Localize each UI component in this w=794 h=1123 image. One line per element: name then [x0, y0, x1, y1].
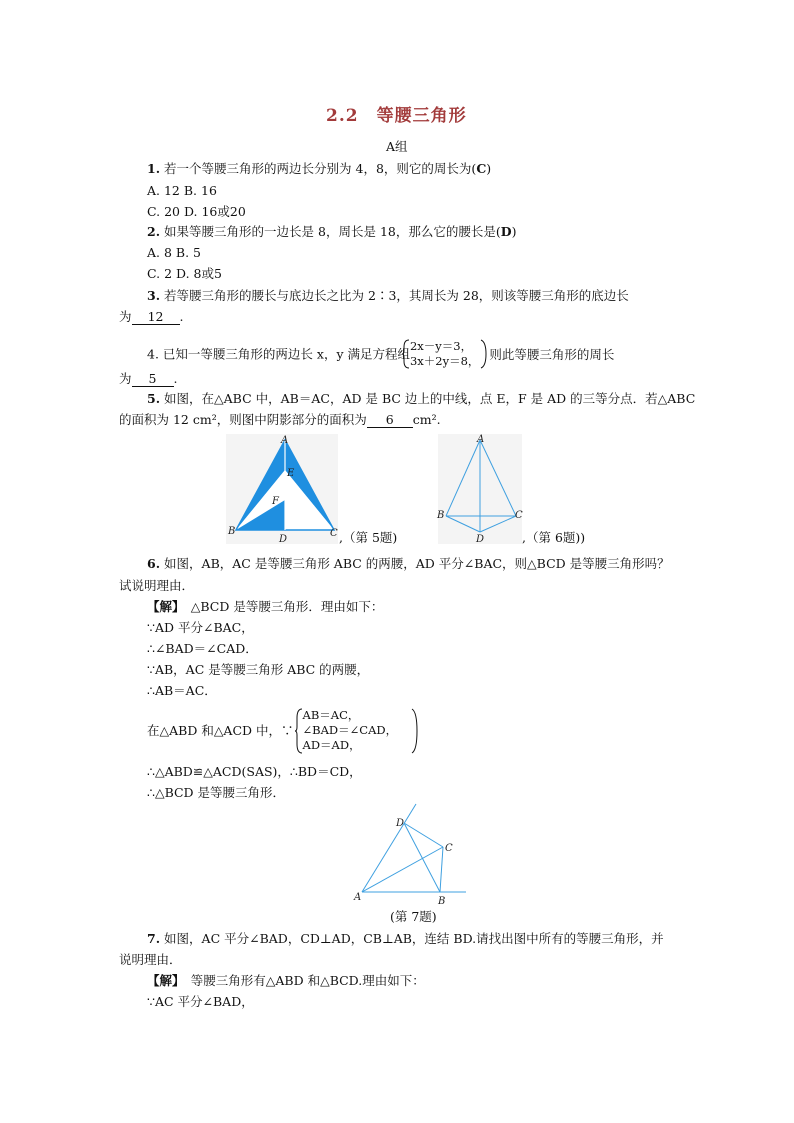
figure-6-caption: ,（第 6题)): [522, 530, 586, 545]
q2-options-row-1: A. 8 B. 5: [147, 245, 201, 260]
question-text: 若等腰三角形的腰长与底边长之比为 2∶3，其周长为 28，则该等腰三角形的底边长: [164, 288, 629, 303]
answer: C: [476, 161, 487, 176]
q1-options-row-1: A. 12 B. 16: [147, 183, 217, 198]
solution-text: 在△ABD 和△ACD 中，∵: [147, 723, 294, 738]
figure-6: [435, 434, 535, 546]
question-7: [147, 933, 664, 946]
figure-7-caption: (第 7题): [390, 909, 437, 924]
answer-blank: 5: [132, 373, 174, 387]
solution-7-step: ∵AC 平分∠BAD，: [147, 994, 254, 1009]
figure-5-caption: ,（第 5题): [339, 530, 398, 545]
question-number: 3.: [147, 288, 161, 303]
question-text: 则此等腰三角形的周长: [489, 346, 615, 362]
question-text: 若一个等腰三角形的两边长分别为 4，8，则它的周长为(: [164, 161, 477, 176]
label-e: E: [287, 468, 295, 479]
label-a: A: [354, 892, 362, 903]
right-brace: [480, 339, 488, 369]
question-7-line-2: 说明理由．: [119, 952, 182, 967]
question-5-line-2: [119, 414, 441, 428]
label-b: B: [228, 526, 236, 537]
question-3: [147, 290, 629, 303]
question-4: [147, 339, 614, 369]
label-b: B: [437, 510, 445, 521]
label-b: B: [438, 896, 446, 907]
label-c: C: [445, 843, 453, 854]
label-c: C: [330, 528, 338, 539]
text: .: [179, 309, 184, 324]
text: cm².: [412, 412, 441, 427]
solution-text: 等腰三角形有△ABD 和△BCD.理由如下：: [178, 973, 425, 988]
label-d: D: [279, 534, 288, 545]
question-6-line-2: 试说明理由．: [119, 578, 195, 593]
page-title: 2.2 等腰三角形: [326, 106, 467, 126]
question-number: 7.: [147, 931, 161, 946]
solution-6-step: ∵AD 平分∠BAC，: [147, 620, 254, 635]
question-text: 如图，在△ABC 中，AB＝AC，AD 是 BC 边上的中线，点 E，F 是 AD 的三等分点．若△ABC: [164, 391, 696, 406]
segment-ac: [362, 847, 443, 892]
question-1: [147, 163, 491, 176]
answer-blank: 6: [367, 414, 413, 428]
label-a: A: [281, 435, 289, 446]
text: 为: [119, 309, 132, 324]
segment-bd: [404, 823, 440, 892]
solution-6-intro: [147, 601, 383, 614]
paren: ): [511, 224, 517, 239]
paren: ): [486, 161, 492, 176]
text: .: [173, 371, 178, 386]
solution-6-step: ∴AB＝AC．: [147, 683, 217, 698]
question-number: 2.: [147, 224, 161, 239]
left-brace: [295, 708, 303, 754]
solution-6-step: ∴△BCD 是等腰三角形．: [147, 785, 286, 800]
left-brace: [402, 339, 410, 369]
condition-system: [303, 708, 398, 753]
label-f: F: [272, 496, 279, 507]
question-2: [147, 226, 516, 239]
equation-system: [410, 339, 479, 369]
answer: D: [500, 224, 512, 239]
question-3-line-2: [119, 311, 184, 325]
solution-tag: 【解】: [147, 973, 179, 988]
text: 的面积为 12 cm²，则图中阴影部分的面积为: [119, 412, 367, 427]
question-text: 如图，AB，AC 是等腰三角形 ABC 的两腰，AD 平分∠BAC，则△BCD 是等腰三角形吗？: [164, 556, 670, 571]
solution-6-step: ∵AB，AC 是等腰三角形 ABC 的两腰，: [147, 662, 370, 677]
question-number: 5.: [147, 391, 161, 406]
condition-1: AB＝AC，: [302, 708, 360, 722]
answer-blank: 12: [132, 311, 180, 325]
question-6: [147, 558, 670, 571]
question-number: 6.: [147, 556, 161, 571]
text: 为: [119, 371, 132, 386]
question-text: 如果等腰三角形的一边长是 8，周长是 18，那么它的腰长是(: [164, 224, 501, 239]
equation-1: 2x－y＝3，: [409, 339, 473, 353]
question-5: [147, 393, 695, 406]
q1-options-row-2: C. 20 D. 16或20: [147, 204, 246, 219]
question-text: 如图，AC 平分∠BAD，CD⊥AD，CB⊥AB，连结 BD.请找出图中所有的等腰三角形，并: [164, 931, 664, 946]
solution-tag: 【解】: [147, 599, 179, 614]
question-number: 4.: [147, 346, 159, 362]
segment-cb: [440, 847, 443, 892]
label-c: C: [515, 510, 523, 521]
figure-7: [352, 802, 472, 908]
right-brace: [411, 708, 419, 754]
equation-2: 3x＋2y＝8，: [409, 354, 480, 368]
condition-3: AD＝AD，: [302, 738, 361, 752]
solution-6-step: ∴△ABD≌△ACD(SAS)，∴BD＝CD，: [147, 764, 362, 779]
q2-options-row-2: C. 2 D. 8或5: [147, 266, 222, 281]
solution-text: △BCD 是等腰三角形．理由如下：: [178, 599, 384, 614]
label-d: D: [476, 534, 485, 545]
solution-6-congruence: [147, 708, 397, 753]
solution-6-step: ∴∠BAD＝∠CAD．: [147, 641, 258, 656]
label-d: D: [396, 818, 405, 829]
question-4-line-2: [119, 373, 178, 387]
ray-ad: [362, 804, 416, 892]
condition-2: ∠BAD＝∠CAD，: [302, 723, 398, 737]
label-a: A: [477, 434, 485, 445]
question-text: 已知一等腰三角形的两边长 x，y 满足方程组: [162, 346, 410, 362]
solution-7-intro: [147, 975, 425, 988]
group-label: A组: [386, 139, 408, 154]
question-number: 1.: [147, 161, 161, 176]
